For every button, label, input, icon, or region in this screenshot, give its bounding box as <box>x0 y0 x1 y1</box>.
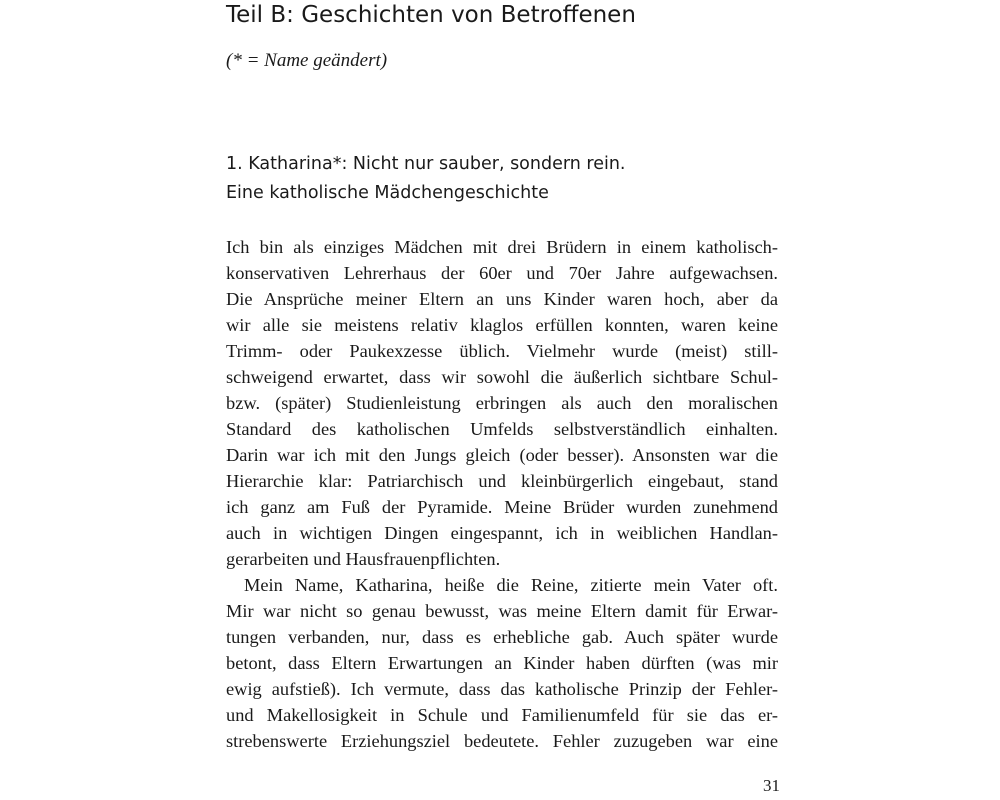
text-line: gerarbeiten und Hausfrauenpflichten. <box>226 549 501 569</box>
text-line: Ich bin als einziges Mädchen mit drei Brüdern in einem katholisch- <box>226 237 778 257</box>
text-line: bzw. (später) Studienleistung erbringen als auch den moralischen <box>226 393 778 413</box>
text-line: betont, dass Eltern Erwartungen an Kinder haben dürften (was mir <box>226 653 778 673</box>
chapter-title-line-1: 1. Katharina*: Nicht nur sauber, sondern rein. <box>226 154 626 174</box>
text-line: konservativen Lehrerhaus der 60er und 70er Jahre aufgewachsen. <box>226 263 778 283</box>
chapter-title <box>226 150 626 208</box>
text-line: Mein Name, Katharina, heiße die Reine, zitierte mein Vater oft. <box>244 575 778 595</box>
text-line: Darin war ich mit den Jungs gleich (oder besser). Ansonsten war die <box>226 445 778 465</box>
page-number: 31 <box>763 776 780 795</box>
text-line: strebenswerte Erziehungsziel bedeutete. Fehler zuzugeben war eine <box>226 731 778 751</box>
text-line: tungen verbanden, nur, dass es erhebliche gab. Auch später wurde <box>226 627 778 647</box>
text-line: auch in wichtigen Dingen eingespannt, ich in weiblichen Handlan- <box>226 523 778 543</box>
part-title: Teil B: Geschichten von Betroffenen <box>226 2 636 28</box>
name-change-note: (* = Name geändert) <box>226 50 388 71</box>
text-line: Hierarchie klar: Patriarchisch und kleinbürgerlich eingebaut, stand <box>226 471 778 491</box>
text-line: Standard des katholischen Umfelds selbstverständlich einhalten. <box>226 419 778 439</box>
text-line: Die Ansprüche meiner Eltern an uns Kinder waren hoch, aber da <box>226 289 778 309</box>
text-line: wir alle sie meistens relativ klaglos erfüllen konnten, waren keine <box>226 315 778 335</box>
text-line: Trimm- oder Paukexzesse üblich. Vielmehr wurde (meist) still- <box>226 341 778 361</box>
text-line: Mir war nicht so genau bewusst, was meine Eltern damit für Erwar- <box>226 601 778 621</box>
body-text <box>226 234 778 754</box>
text-line: schweigend erwartet, dass wir sowohl die äußerlich sichtbare Schul- <box>226 367 778 387</box>
chapter-title-line-2: Eine katholische Mädchengeschichte <box>226 183 549 203</box>
text-line: ich ganz am Fuß der Pyramide. Meine Brüder wurden zunehmend <box>226 497 778 517</box>
text-line: und Makellosigkeit in Schule und Familienumfeld für sie das er- <box>226 705 778 725</box>
text-line: ewig aufstieß). Ich vermute, dass das katholische Prinzip der Fehler- <box>226 679 778 699</box>
